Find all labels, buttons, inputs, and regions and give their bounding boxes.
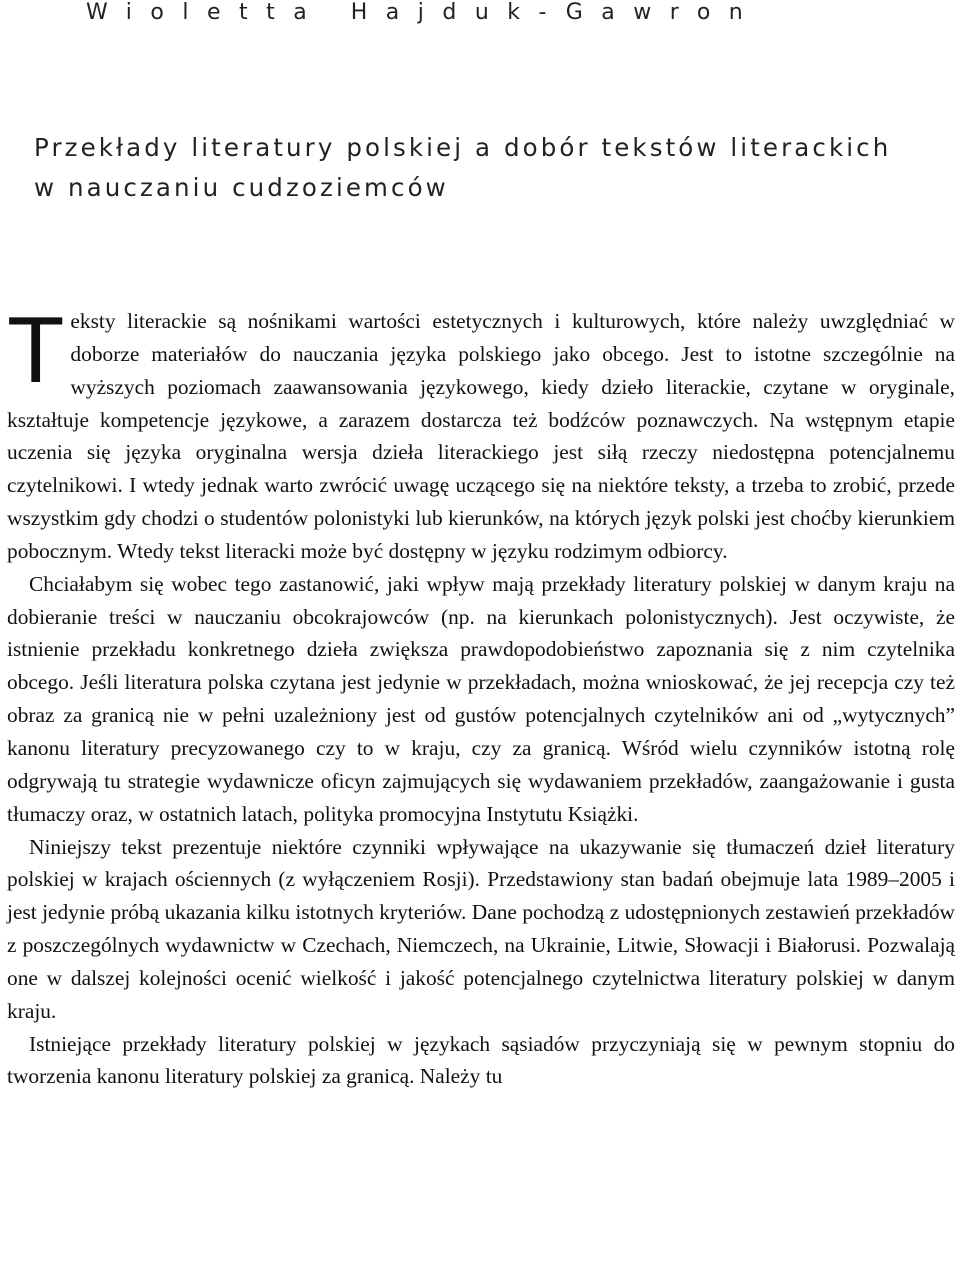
paragraph-1 (7, 297, 955, 568)
paragraph-3: Niniejszy tekst prezentuje niektóre czynniki wpływające na ukazywanie się tłumaczeń dzieł literatury polskiej w krajach ościennych (z wyłączeniem Rosji). Przedstawiony stan badań obejmuje lata 1989–2005 i jest jedynie próbą ukazania kilku istotnych kryteriów. Dane pochodzą z udostępnionych zestawień przekładów z poszczególnych wydawnictw w Czechach, Niemczech, na Ukrainie, Litwie, Słowacji i Białorusi. Pozwalają one w dalszej kolejności ocenić wielkość i jakość potencjalnego czytelnictwa literatury polskiej w danym kraju. (7, 834, 955, 1023)
article-title (34, 128, 944, 208)
paragraph-1-text: eksty literackie są nośnikami wartości estetycznych i kulturowych, które należy uwzględniać w doborze materiałów do nauczania języka polskiego jako obcego. Jest to istotne szczególnie na wyższych poziomach zaawansowania językowego, kiedy dzieło literackie, czytane w oryginale, kształtuje kompetencje językowe, a zarazem dostarcza też bodźców poznawczych. Na wstępnym etapie uczenia się języka oryginalna wersja dzieła literackiego jest siłą rzeczy niedostępna potencjalnemu czytelnikowi. I wtedy jednak warto zwrócić uwagę uczącego się na niektóre teksty, a trzeba to zrobić, przede wszystkim gdy chodzi o studentów polonistyki lub kierunków, na których język polski jest choćby kierunkiem pobocznym. Wtedy tekst literacki może być dostępny w języku rodzimym odbiorcy. (7, 309, 955, 563)
article-body (7, 297, 955, 1093)
running-header-author: Wioletta Hajduk-Gawron (86, 0, 762, 25)
paragraph-4: Istniejące przekłady literatury polskiej w językach sąsiadów przyczyniają się w pewnym stopniu do tworzenia kanonu literatury polskiej za granicą. Należy tu (7, 1031, 955, 1089)
article-title-line-2: w nauczaniu cudzoziemców (34, 173, 449, 202)
article-title-line-1: Przekłady literatury polskiej a dobór tekstów literackich (34, 133, 892, 162)
drop-cap: T (7, 297, 65, 402)
paragraph-2: Chciałabym się wobec tego zastanowić, jaki wpływ mają przekłady literatury polskiej w danym kraju na dobieranie treści w nauczaniu obcokrajowców (np. na kierunkach polonistycznych). Jest oczywiste, że istnienie przekładu konkretnego dzieła zwiększa prawdopodobieństwo zapoznania się z nim czytelnika obcego. Jeśli literatura polska czytana jest jedynie w przekładach, można wnioskować, że jej recepcja czy też obraz za granicą nie w pełni uzależniony jest od gustów potencjalnych czytelników ani od „wytycznych” kanonu literatury precyzowanego czy to w kraju, czy za granicą. Wśród wielu czynników istotną rolę odgrywają tu strategie wydawnicze oficyn zajmujących się wydawaniem przekładów, zaangażowanie i gusta tłumaczy oraz, w ostatnich latach, polityka promocyjna Instytutu Książki. (7, 571, 955, 826)
